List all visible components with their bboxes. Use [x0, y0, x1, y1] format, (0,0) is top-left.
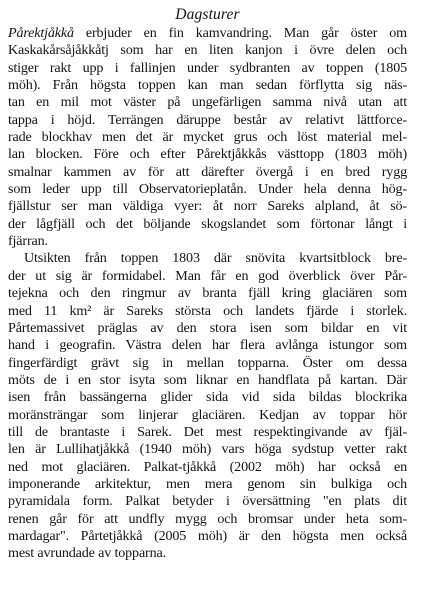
- mountain-name-italic: Pårektjåkkå: [8, 25, 74, 41]
- text-line: der ut sig är formidabel. Man får en god överblick över Pår-: [8, 267, 407, 284]
- text-line: mest avrundade av topparna.: [8, 545, 166, 562]
- text-line: hand i geografin. Västra delen har flera avlånga istungor som: [8, 337, 407, 354]
- text-line: len är Lullihatjåkkå (1940 möh) vars höga sydstup vetter rakt: [8, 441, 407, 458]
- text-line: som leder upp till Observatorieplatån. Under hela denna hög-: [8, 181, 407, 198]
- text-line: fjällstur ser man väldiga vyer: åt norr Sareks alpland, åt sö-: [8, 198, 407, 215]
- text-line: moränsträngar som linjerar glaciären. Kedjan av toppar hör: [8, 406, 407, 423]
- text-line: stiger rakt upp i fallinjen under sydbranten av toppen (1805: [8, 59, 407, 76]
- text-line: pyramidala form. Palkat betyder i översättning "en plats dit: [8, 493, 407, 510]
- text-line: mardagar". Pårtetjåkkå (2005 möh) är den högsta men också: [8, 527, 407, 544]
- text-line: lan blocken. Före och efter Pårektjåkkås västtopp (1803 möh): [8, 146, 407, 163]
- text-line: renen går för att undfly mygg och bromsar under heta som-: [8, 510, 407, 527]
- text-line: isen från bassängerna glider sida vid sida bildas blockrika: [8, 389, 407, 406]
- text-line: möh). Från högsta toppen kan man sedan förflytta sig näs-: [8, 77, 407, 94]
- text-line: rade blockhav men det är mycket grus och löst material mel-: [8, 129, 407, 146]
- text-line: Pårtemassivet präglas av den stora isen som bildar en vit: [8, 319, 407, 336]
- text-line: smalnar kammen av för att därefter övergå i en bred rygg: [8, 163, 407, 180]
- text-line: möts de i en stor isyta som liknar en handflata på kartan. Där: [8, 371, 407, 388]
- text-line: der lågfjäll och det böljande skogslandet som förtonar långt i: [8, 215, 407, 232]
- text-line: tan en mil mot väster på ungefärligen samma nivå utan att: [8, 94, 407, 111]
- paragraph-2: [8, 250, 407, 562]
- text-line: ned mot glaciären. Palkat-tjåkkå (2002 möh) har också en: [8, 458, 407, 475]
- paragraph-1: [8, 25, 407, 250]
- text-line: tejekna och den ringmur av branta fjäll kring glaciären som: [8, 285, 407, 302]
- text-line: fingerfärdigt grävt sig in mellan topparna. Öster om dessa: [8, 354, 407, 371]
- text-line: Kaskakårsåjåkkåtj som har en liten kanjon i övre delen och: [8, 42, 407, 59]
- text-line: [8, 25, 407, 42]
- section-heading: Dagsturer: [175, 6, 240, 23]
- text-line: med 11 km² är Sareks största och landets fjärde i storlek.: [8, 302, 407, 319]
- text-line: till de brantaste i Sarek. Det mest respektingivande av fjäl-: [8, 423, 407, 440]
- text-line: Utsikten från toppen 1803 där snövita kvartsitblock bre-: [24, 250, 407, 267]
- text-line: tappa i höjd. Terrängen däruppe består av relativt lättforce-: [8, 111, 407, 128]
- text-line: imponerande arkitektur, men mera genom sin bulkiga och: [8, 475, 407, 492]
- text-line-content: erbjuder en fin kamvandring. Man går öster om: [73, 25, 407, 41]
- text-line: fjärran.: [8, 233, 48, 250]
